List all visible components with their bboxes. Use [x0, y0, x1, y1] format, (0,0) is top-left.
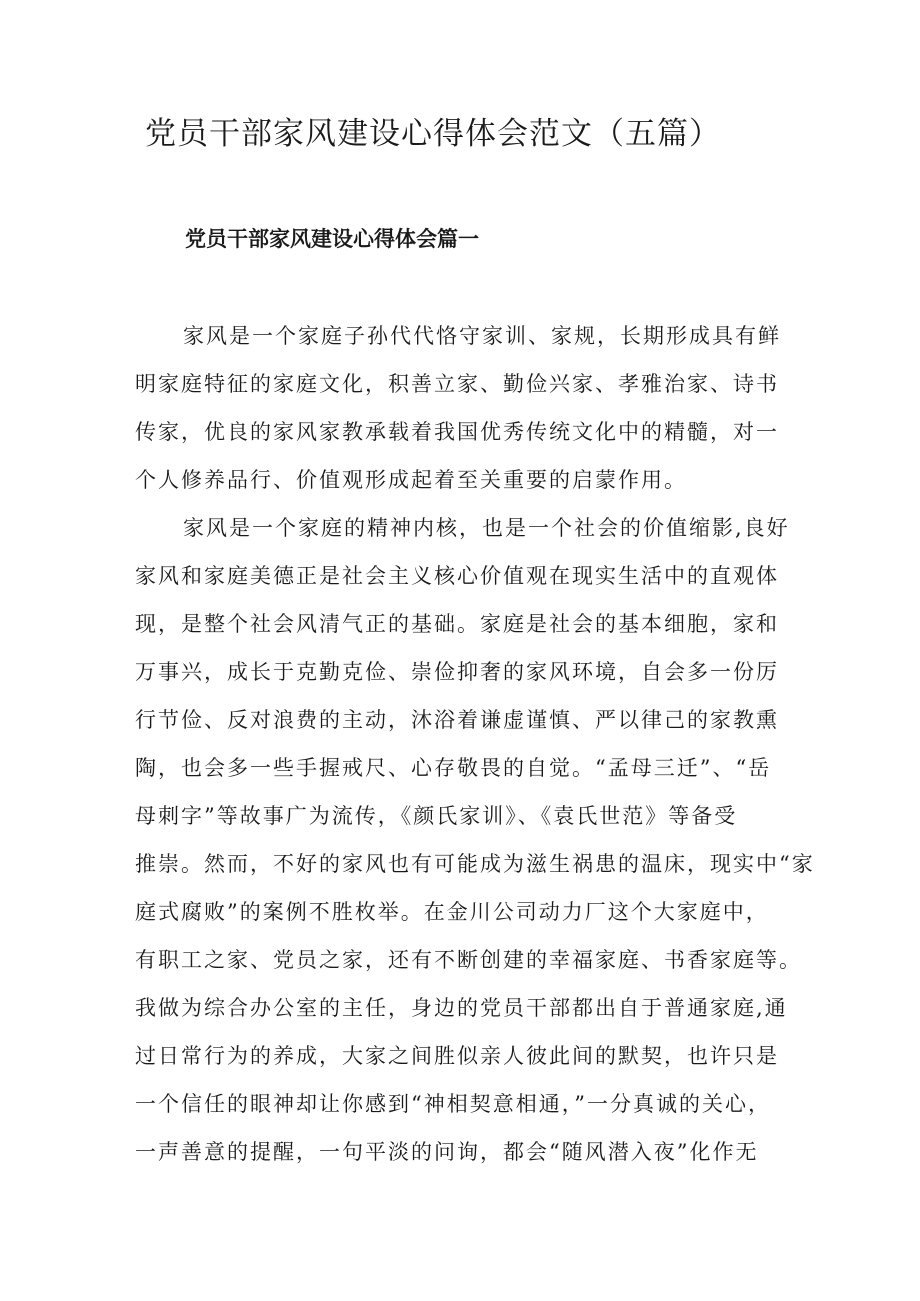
paragraph-line: 过日常行为的养成，大家之间胜似亲人彼此间的默契，也许只是 — [135, 1044, 779, 1068]
paragraph-line: 家风是一个家庭子孙代代恪守家训、家规，长期形成具有鲜 — [183, 324, 781, 348]
paragraph-line: 推崇。然而，不好的家风也有可能成为滋生祸患的温床，现实中“家 — [135, 852, 815, 876]
paragraph-line: 有职工之家、党员之家，还有不断创建的幸福家庭、书香家庭等。 — [135, 948, 802, 972]
paragraph-line: 一声善意的提醒，一句平淡的问询，都会“随风潜入夜”化作无 — [135, 1140, 759, 1164]
paragraph-line: 万事兴，成长于克勤克俭、崇俭抑奢的家风环境，自会多一份厉 — [135, 660, 779, 684]
paragraph-2 — [135, 504, 815, 1176]
paragraph-line: 现，是整个社会风清气正的基础。家庭是社会的基本细胞，家和 — [135, 612, 779, 636]
paragraph-line: 传家，优良的家风家教承载着我国优秀传统文化中的精髓，对一 — [135, 420, 779, 444]
paragraph-line: 行节俭、反对浪费的主动，沐浴着谦虚谨慎、严以律己的家教熏 — [135, 708, 779, 732]
section-heading: 党员干部家风建设心得体会篇一 — [185, 227, 479, 251]
paragraph-line: 庭式腐败”的案例不胜枚举。在金川公司动力厂这个大家庭中， — [135, 900, 769, 924]
paragraph-line: 明家庭特征的家庭文化，积善立家、勤俭兴家、孝雅治家、诗书 — [135, 372, 779, 396]
paragraph-line: 个人修养品行、价值观形成起着至关重要的启蒙作用。 — [135, 468, 687, 492]
paragraph-line: 陶，也会多一些手握戒尺、心存敬畏的自觉。“孟母三迁”、“岳 — [135, 756, 772, 780]
paragraph-line: 母刺字”等故事广为流传，《颜氏家训》、《袁氏世范》等备受 — [135, 804, 738, 828]
document-title: 党员干部家风建设心得体会范文（五篇） — [145, 116, 721, 152]
paragraph-line: 家风和家庭美德正是社会主义核心价值观在现实生活中的直观体 — [135, 564, 779, 588]
paragraph-line: 我做为综合办公室的主任，身边的党员干部都出自于普通家庭,通 — [135, 996, 788, 1020]
paragraph-line: 家风是一个家庭的精神内核，也是一个社会的价值缩影,良好 — [183, 516, 790, 540]
paragraph-1 — [135, 312, 795, 504]
paragraph-line: 一个信任的眼神却让你感到“神相契意相通，”一分真诚的关心， — [135, 1092, 771, 1116]
